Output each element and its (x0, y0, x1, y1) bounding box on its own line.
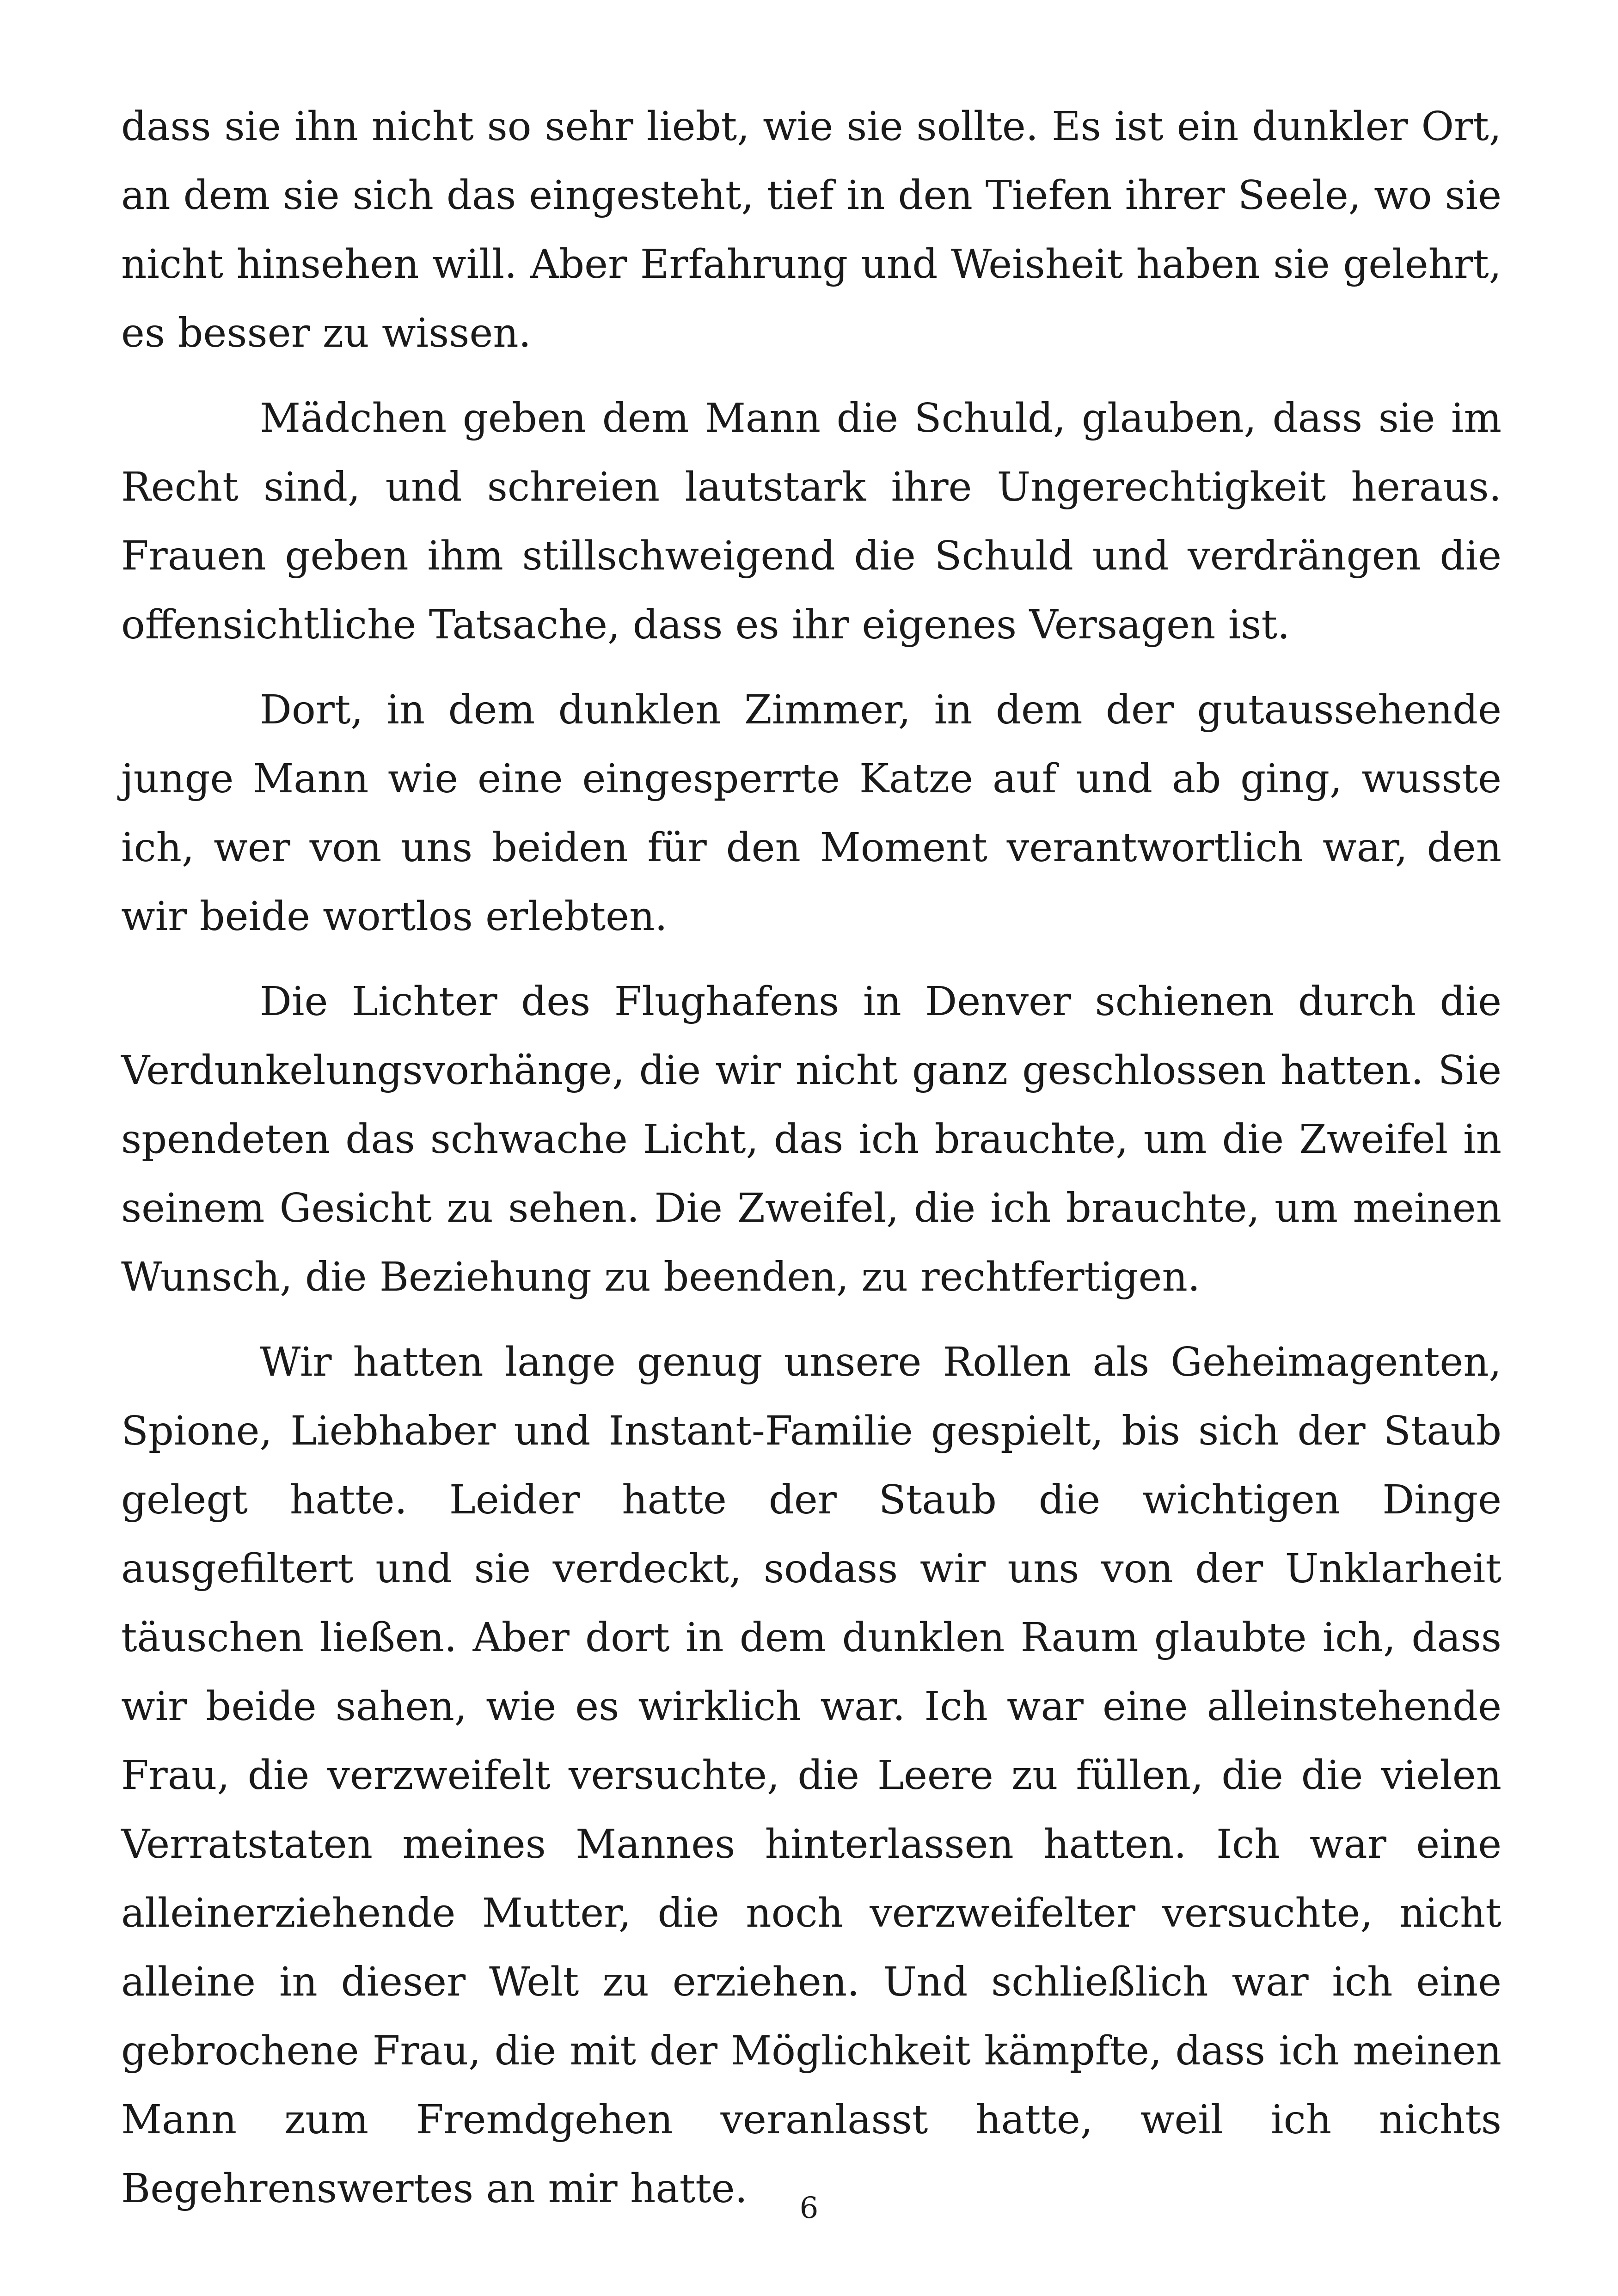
paragraph-1: dass sie ihn nicht so sehr liebt, wie sie sollte. Es ist ein dunkler Ort, an dem sie sich das eingesteht, tief in den Tiefen ihrer Seele, wo sie nicht hinsehen will. Aber Erfahrung und Weisheit haben sie gelehrt, es besser zu wissen. (121, 104, 1502, 356)
paragraph-3: Dort, in dem dunklen Zimmer, in dem der gutaussehende junge Mann wie eine eingesperrte Katze auf und ab ging, wusste ich, wer von uns beiden für den Moment verantwortlich war, den wir beide wortlos erlebten. (121, 687, 1502, 940)
paragraph-5: Wir hatten lange genug unsere Rollen als Geheimagenten, Spione, Liebhaber und Instant-Familie gespielt, bis sich der Staub gelegt hatte. Leider hatte der Staub die wichtigen Dinge ausgefiltert und sie verdeckt, sodass wir uns von der Unklarheit täuschen ließen. Aber dort in dem dunklen Raum glaubte ich, dass wir beide sahen, wie es wirklich war. Ich war eine alleinstehende Frau, die verzweifelt versuchte, die Leere zu füllen, die die vielen Verratstaten meines Mannes hinterlassen hatten. Ich war eine alleinerziehende Mutter, die noch verzweifelter versuchte, nicht alleine in dieser Welt zu erziehen. Und schließlich war ich eine gebrochene Frau, die mit der Möglichkeit kämpfte, dass ich meinen Mann zum Fremdgehen veranlasst hatte, weil ich nichts Begehrenswertes an mir hatte. (121, 1339, 1502, 2212)
body-text (121, 92, 1502, 2240)
paragraph-4: Die Lichter des Flughafens in Denver schienen durch die Verdunkelungsvorhänge, die wir nicht ganz geschlossen hatten. Sie spendeten das schwache Licht, das ich brauchte, um die Zweifel in seinem Gesicht zu sehen. Die Zweifel, die ich brauchte, um meinen Wunsch, die Beziehung zu beenden, zu rechtfertigen. (121, 979, 1502, 1300)
page-number: 6 (799, 2191, 819, 2225)
paragraph-2: Mädchen geben dem Mann die Schuld, glauben, dass sie im Recht sind, und schreien lautstark ihre Ungerechtigkeit heraus. Frauen geben ihm stillschweigend die Schuld und verdrängen die offensichtliche Tatsache, dass es ihr eigenes Versagen ist. (121, 395, 1502, 648)
